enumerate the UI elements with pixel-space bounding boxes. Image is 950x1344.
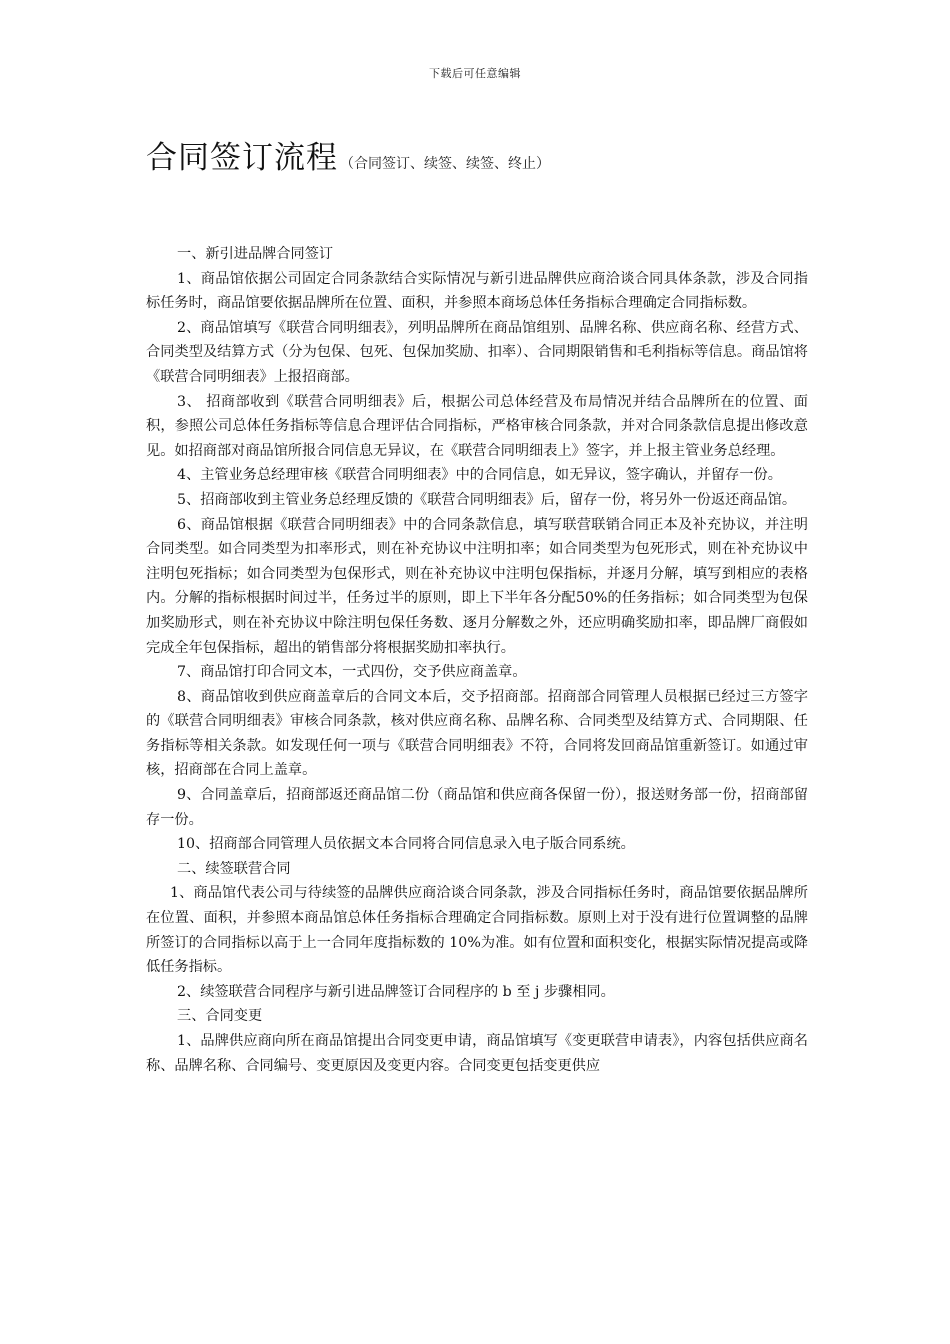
paragraph: 9、合同盖章后，招商部返还商品馆二份（商品馆和供应商各保留一份），报送财务部一份，招商部留存一份。 (146, 787, 808, 828)
document-body (146, 242, 808, 1078)
document-title: 合同签订流程 (146, 140, 338, 176)
paragraph: 1、品牌供应商向所在商品馆提出合同变更申请，商品馆填写《变更联营申请表》，内容包括供应商名称、品牌名称、合同编号、变更原因及变更内容。合同变更包括变更供应 (146, 1033, 808, 1074)
paragraph: 3、 招商部收到《联营合同明细表》后，根据公司总体经营及布局情况并结合品牌所在的位置、面积，参照公司总体任务指标等信息合理评估合同指标，严格审核合同条款，并对合同条款信息提出修改意见。如招商部对商品馆所报合同信息无异议，在《联营合同明细表上》签字，并上报主管业务总经理。 (146, 393, 808, 459)
section-heading-1: 一、新引进品牌合同签订 (177, 246, 334, 262)
title-row (146, 132, 550, 177)
section-heading-3: 三、合同变更 (177, 1008, 263, 1025)
paragraph: 4、主管业务总经理审核《联营合同明细表》中的合同信息，如无异议，签字确认，并留存一份。 (177, 467, 782, 484)
paragraph: 1、商品馆代表公司与待续签的品牌供应商洽谈合同条款，涉及合同指标任务时，商品馆要依据品牌所在位置、面积，并参照本商品馆总体任务指标合理确定合同指标数。原则上对于没有进行位置调整的品牌所签订的合同指标以高于上一合同年度指标数的 10%为准。如有位置和面积变化，根据实际情况提高或降低任务指标。 (146, 885, 808, 976)
paragraph: 10、招商部合同管理人员依据文本合同将合同信息录入电子版合同系统。 (177, 836, 635, 853)
paragraph: 5、招商部收到主管业务总经理反馈的《联营合同明细表》后，留存一份，将另外一份返还商品馆。 (177, 491, 797, 508)
paragraph: 6、商品馆根据《联营合同明细表》中的合同条款信息，填写联营联销合同正本及补充协议，并注明合同类型。如合同类型为扣率形式，则在补充协议中注明扣率；如合同类型为包死形式，则在补充协议中注明包死指标；如合同类型为包保形式，则在补充协议中注明包保指标，并逐月分解，填写到相应的表格内。分解的指标根据时间过半，任务过半的原则，即上下半年各分配50%的任务指标；如合同类型为包保加奖励形式，则在补充协议中除注明包保任务数、逐月分解数之外，还应明确奖励扣率，即品牌厂商假如完成全年包保指标，超出的销售部分将根据奖励扣率执行。 (146, 516, 808, 656)
section-heading-2: 二、续签联营合同 (177, 860, 291, 877)
paragraph: 2、续签联营合同程序与新引进品牌签订合同程序的 b 至 j 步骤相同。 (177, 983, 615, 1000)
paragraph: 2、商品馆填写《联营合同明细表》，列明品牌所在商品馆组别、品牌名称、供应商名称、经营方式、合同类型及结算方式（分为包保、包死、包保加奖励、扣率）、合同期限销售和毛利指标等信息。商品馆将《联营合同明细表》上报招商部。 (146, 319, 808, 385)
paragraph: 7、商品馆打印合同文本，一式四份，交予供应商盖章。 (177, 664, 527, 681)
header-note: 下载后可任意编辑 (429, 67, 521, 80)
document-subtitle: （合同签订、续签、续签、终止） (340, 156, 550, 172)
paragraph: 1、商品馆依据公司固定合同条款结合实际情况与新引进品牌供应商洽谈合同具体条款，涉及合同指标任务时，商品馆要依据品牌所在位置、面积，并参照本商场总体任务指标合理确定合同指标数。 (146, 270, 808, 312)
paragraph: 8、商品馆收到供应商盖章后的合同文本后，交予招商部。招商部合同管理人员根据已经过三方签字的《联营合同明细表》审核合同条款，核对供应商名称、品牌名称、合同类型及结算方式、合同期限、任务指标等相关条款。如发现任何一项与《联营合同明细表》不符，合同将发回商品馆重新签订。如通过审核，招商部在合同上盖章。 (146, 688, 808, 779)
